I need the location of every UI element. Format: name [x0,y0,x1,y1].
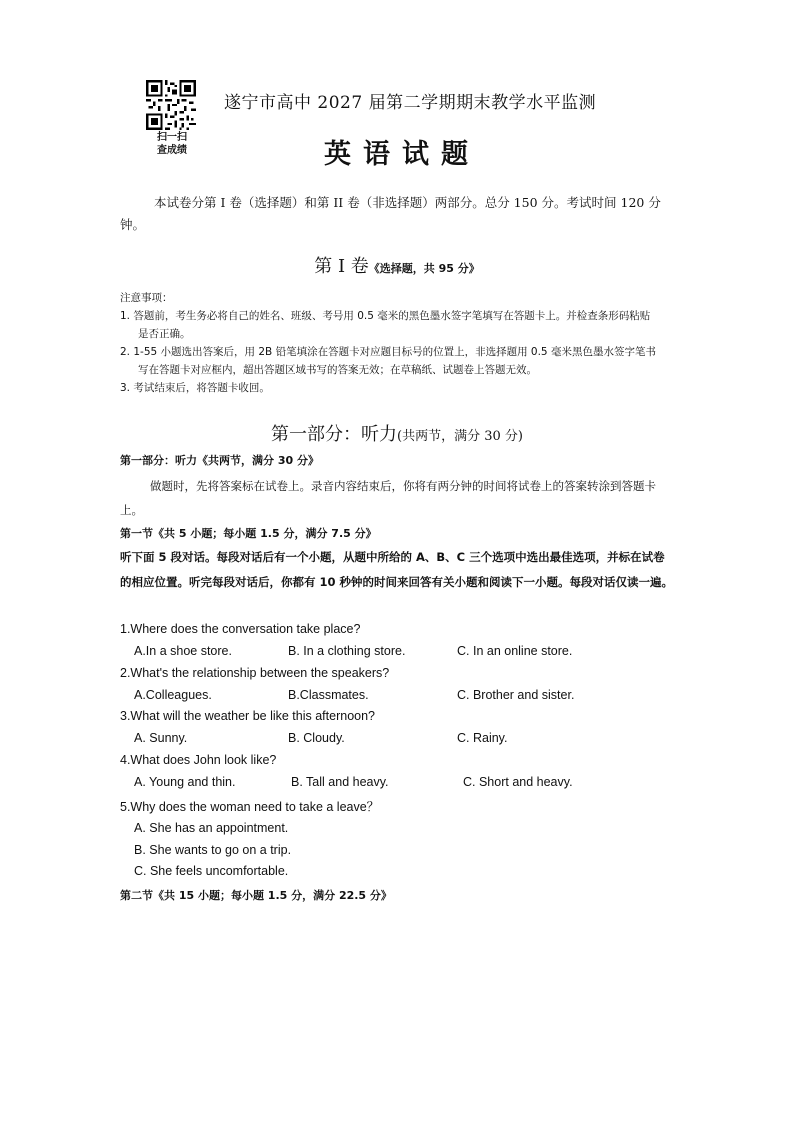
qr-code [146,80,196,130]
question-stem: 5.Why does the woman need to take a leave？ [120,800,380,814]
notes-block [120,289,676,397]
question-stem: 4.What does John look like? [120,753,277,767]
volume-note: 《选择题，共 95 分》 [368,262,480,275]
section1-instructions: 听下面 5 段对话。每段对话后有一个小题，从题中所给的 A、B、C 三个选项中选出最佳选项，并标在试卷的相应位置。听完每段对话后，你都有 10 秒钟的时间来回答有关小题和阅读下一小题。每段对话仅读一遍。 [120,550,674,589]
question-option: A. She has an appointment. [134,821,289,835]
section2-heading: 第二节《共 15 小题；每小题 1.5 分，满分 22.5 分》 [120,889,392,902]
question-option: A. Young and thin. [134,775,236,789]
question-option: B.Classmates. [288,688,369,702]
part1-title-score: (共两节，满分 30 分) [397,429,523,444]
notes-item-3: 3. 考试结束后，将答题卡收回。 [120,382,270,394]
part1-title [0,420,794,446]
notes-item-2-cont: 写在答题卡对应框内，超出答题区域书写的答案无效；在草稿纸、试题卷上答题无效。 [138,364,537,376]
question-option: C. Rainy. [457,731,508,745]
question-stem: 1.Where does the conversation take place? [120,622,361,636]
volume-label: 第 Ⅰ 卷 [314,256,369,277]
part1-directions: 做题时，先将答案标在试卷上。录音内容结束后，你将有两分钟的时间将试卷上的答案转涂到答题卡上。 [120,479,656,517]
exam-subject-title: 英语试题 [324,139,480,170]
question-option: A.Colleagues. [134,688,212,702]
part1-subheading: 第一部分：听力《共两节，满分 30 分》 [120,454,319,467]
volume-heading [0,252,794,278]
question-stem: 3.What will the weather be like this afternoon? [120,709,375,723]
notes-item-2: 2. 1-55 小题选出答案后，用 2B 铅笔填涂在答题卡对应题目标号的位置上，非选择题用 0.5 毫米黑色墨水签字笔书 [120,346,656,358]
question-option: B. She wants to go on a trip. [134,843,292,857]
question-option: C. In an online store. [457,644,573,658]
qr-caption-line2: 查成绩 [157,145,187,156]
notes-heading: 注意事项： [120,292,173,304]
section1-heading: 第一节《共 5 小题；每小题 1.5 分，满分 7.5 分》 [120,527,377,540]
question-option: B. In a clothing store. [288,644,406,658]
notes-item-1-cont: 是否正确。 [138,328,191,340]
question-stem: 2.What's the relationship between the speakers? [120,666,390,680]
question-option: C. She feels uncomfortable. [134,864,289,878]
question-option: A. Sunny. [134,731,188,745]
exam-header-title: 遂宁市高中 2027 届第二学期期末教学水平监测 [224,93,597,113]
question-option: B. Tall and heavy. [291,775,389,789]
question-option: B. Cloudy. [288,731,345,745]
question-option: A.In a shoe store. [134,644,232,658]
question-option: C. Short and heavy. [463,775,573,789]
exam-intro: 本试卷分第 I 卷（选择题）和第 II 卷（非选择题）两部分。总分 150 分。考试时间 120 分钟。 [120,195,661,232]
part1-title-main: 第一部分：听力 [271,424,398,445]
qr-caption-line1: 扫一扫 [157,132,187,143]
notes-item-1: 1. 答题前，考生务必将自己的姓名、班级、考号用 0.5 毫米的黑色墨水签字笔填写在答题卡上。并检查条形码粘贴 [120,310,651,322]
question-option: C. Brother and sister. [457,688,575,702]
